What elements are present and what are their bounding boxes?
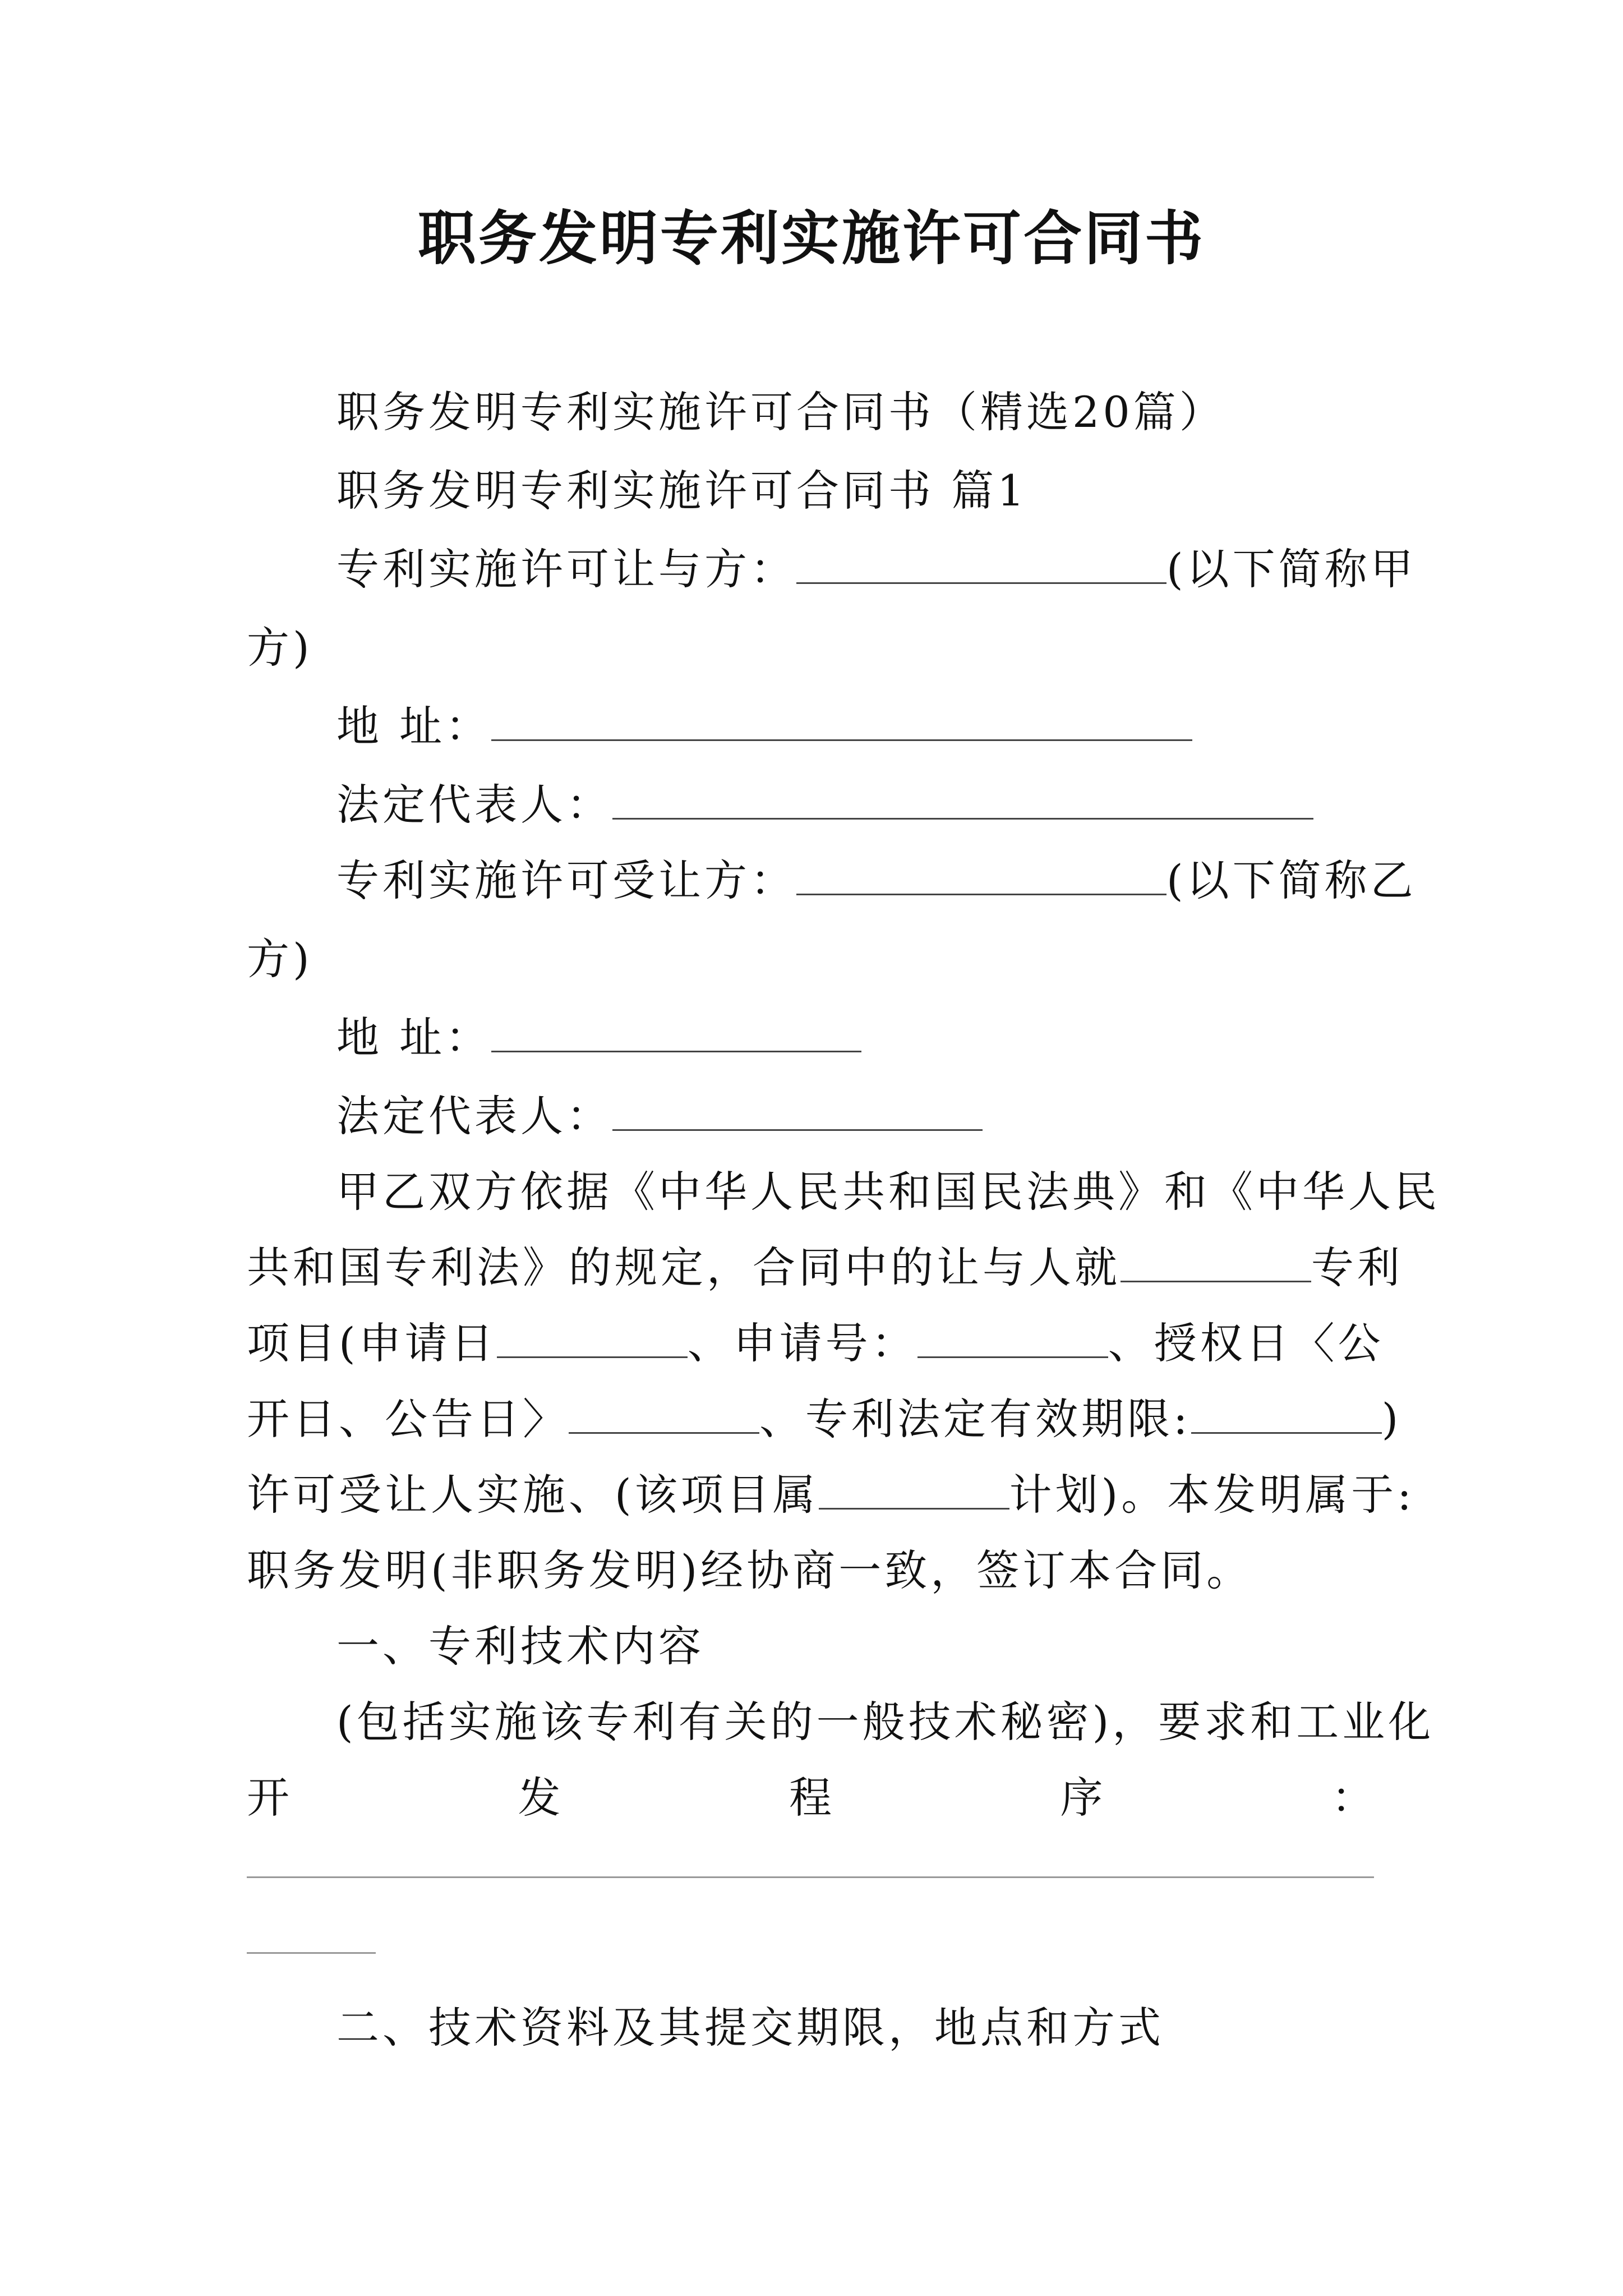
validity-period-blank [1191, 1396, 1382, 1434]
licensor-rep-line [336, 774, 1313, 836]
preamble-text: 许可受让人实施、(该项目属 [247, 1470, 819, 1520]
licensee-line [336, 850, 1417, 912]
grant-date-blank [569, 1396, 759, 1434]
licensee-blank [796, 858, 1166, 895]
patent-name-blank [1121, 1245, 1311, 1282]
preamble-text: 开日、公告日〉 [247, 1394, 569, 1444]
licensor-rep-blank [612, 782, 1313, 820]
licensor-suffix: (以下简称甲 [1166, 544, 1417, 594]
licensor-address-blank [491, 703, 1192, 741]
licensee-suffix: (以下简称乙 [1166, 855, 1417, 905]
document-title: 职务发明专利实施许可合同书 [417, 204, 1205, 273]
preamble-text: 、专利法定有效期限: [759, 1394, 1191, 1444]
licensee-address-blank [491, 1015, 861, 1052]
preamble-line-5 [247, 1464, 1415, 1526]
preamble-line-4 [247, 1388, 1401, 1450]
preamble-line-2 [247, 1237, 1403, 1299]
preamble-text: 专利 [1311, 1243, 1403, 1292]
clause-2-heading: 二、技术资料及其提交期限，地点和方式 [336, 2003, 1164, 2053]
licensor-line [336, 539, 1417, 600]
licensee-rep-label: 法定代表人： [336, 1091, 612, 1141]
section-heading: 职务发明专利实施许可合同书 篇1 [336, 466, 1028, 516]
preamble-text: 共和国专利法》的规定，合同中的让与人就 [247, 1243, 1121, 1292]
preamble-line-3 [247, 1313, 1384, 1374]
preamble-line-1: 甲乙双方依据《中华人民共和国民法典》和《中华人民 [336, 1167, 1440, 1217]
plan-name-blank [819, 1472, 1009, 1510]
fill-in-rule-short [247, 1952, 376, 1954]
licensee-address-line [336, 1007, 861, 1069]
licensee-suffix-cont: 方) [247, 934, 313, 984]
application-number-blank [917, 1320, 1108, 1358]
spread-char: 程 [789, 1773, 832, 1823]
fill-in-rule [247, 1876, 1374, 1878]
document-subtitle: 职务发明专利实施许可合同书（精选20篇） [336, 387, 1225, 437]
licensor-suffix-cont: 方) [247, 623, 313, 673]
preamble-line-6: 职务发明(非职务发明)经协商一致，签订本合同。 [247, 1545, 1253, 1595]
preamble-text: 计划)。本发明属于: [1009, 1470, 1415, 1520]
spread-char: 发 [518, 1773, 561, 1823]
clause-1-heading: 一、专利技术内容 [336, 1621, 704, 1671]
licensee-address-label: 地 址： [336, 1013, 492, 1062]
spread-char: 开 [247, 1773, 289, 1823]
preamble-text: 项目(申请日 [247, 1318, 497, 1368]
licensor-address-label: 地 址： [336, 701, 492, 751]
clause-1-spread-line [247, 1767, 1374, 1829]
preamble-text: ) [1381, 1394, 1402, 1444]
licensor-rep-label: 法定代表人： [336, 780, 612, 830]
preamble-text: 、授权日〈公 [1108, 1318, 1384, 1368]
licensee-label: 专利实施许可受让方： [336, 855, 796, 905]
application-date-blank [497, 1320, 688, 1358]
preamble-text: 、申请号： [687, 1318, 917, 1368]
licensor-address-line [336, 696, 1192, 757]
clause-1-line-1: (包括实施该专利有关的一般技术秘密)，要求和工业化 [336, 1697, 1435, 1747]
licensee-rep-blank [612, 1093, 983, 1131]
spread-char: 序 [1060, 1773, 1103, 1823]
licensee-rep-line [336, 1085, 983, 1147]
licensor-label: 专利实施许可让与方： [336, 544, 796, 594]
spread-char: ： [1331, 1773, 1374, 1823]
licensor-blank [796, 546, 1166, 584]
